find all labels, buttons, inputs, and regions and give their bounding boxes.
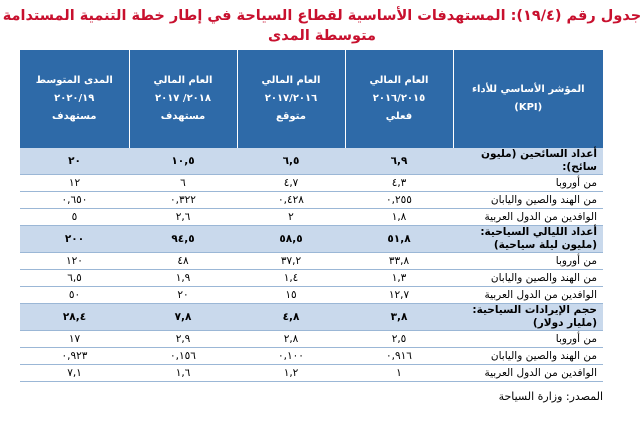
- table-row: [20, 287, 603, 304]
- cell-value: ٢,٦: [129, 209, 237, 226]
- cell-value: ٣٧,٢: [237, 253, 345, 270]
- cell-value: ٠,١٥٦: [129, 348, 237, 365]
- cell-value: ٠,٦٥٠: [20, 192, 129, 209]
- cell-value: ١: [345, 365, 453, 382]
- cell-value: ٢٠٠: [20, 226, 129, 253]
- cell-value: ٠,١٠٠: [237, 348, 345, 365]
- cell-value: ٦,٥: [20, 270, 129, 287]
- cell-value: ٢,٨: [237, 331, 345, 348]
- cell-value: ١,٦: [129, 365, 237, 382]
- cell-value: ١,٨: [345, 209, 453, 226]
- table-row: [20, 209, 603, 226]
- header-col-1-line-1: العام المالي: [369, 75, 429, 86]
- header-col-2-line-3: متوقع: [276, 111, 306, 122]
- cell-value: ٥٠: [20, 287, 129, 304]
- header-col-2016-2017: [237, 50, 345, 148]
- cell-value: ٢٠: [129, 287, 237, 304]
- cell-value: ٥١,٨: [345, 226, 453, 253]
- table-row-revenue-total: [20, 304, 603, 331]
- cell-value: ٠,٢٥٥: [345, 192, 453, 209]
- header-indicator-line-1: المؤشر الأساسي للأداء: [471, 84, 585, 95]
- row-label: من الهند والصين واليابان: [453, 192, 603, 209]
- cell-value: ١٢: [20, 175, 129, 192]
- header-col-4-line-3: مستهدف: [52, 111, 97, 122]
- table-row-tourists-total: [20, 148, 603, 175]
- cell-value: ١٢,٧: [345, 287, 453, 304]
- row-label: من الهند والصين واليابان: [453, 348, 603, 365]
- table-row: [20, 348, 603, 365]
- header-col-1-line-2: ٢٠١٦/٢٠١٥: [372, 93, 426, 104]
- header-col-2015-2016: [345, 50, 453, 148]
- header-col-4-line-1: المدى المتوسط: [35, 75, 113, 86]
- cell-value: ١,٣: [345, 270, 453, 287]
- cell-value: ٦: [129, 175, 237, 192]
- cell-value: ١٢٠: [20, 253, 129, 270]
- cell-value: ٤,٣: [345, 175, 453, 192]
- cell-value: ٥٨,٥: [237, 226, 345, 253]
- header-indicator-line-2: (KPI): [514, 102, 543, 113]
- row-label: من الهند والصين واليابان: [453, 270, 603, 287]
- header-col-4-line-2: ٢٠٢٠/١٩: [54, 93, 95, 104]
- cell-value: ٤,٧: [237, 175, 345, 192]
- table-row-nights-total: [20, 226, 603, 253]
- table-row: [20, 175, 603, 192]
- header-col-3-line-1: العام المالي: [153, 75, 213, 86]
- header-col-medium-term: [20, 50, 129, 148]
- cell-value: ٧,١: [20, 365, 129, 382]
- kpi-table-container: [20, 50, 603, 382]
- row-label: أعداد السائحين (مليون سائح):: [453, 148, 603, 175]
- cell-value: ٠,٩٢٣: [20, 348, 129, 365]
- row-label: من أوروبا: [453, 253, 603, 270]
- cell-value: ٢٠: [20, 148, 129, 175]
- header-col-3-line-3: مستهدف: [160, 111, 206, 122]
- row-label: حجم الإيرادات السياحية: (مليار دولار): [453, 304, 603, 331]
- header-col-3-line-2: ٢٠١٨/ ٢٠١٧: [155, 93, 211, 104]
- title-line-1: جدول رقم (١٩/٤): المستهدفات الأساسية لقطاع السياحة في إطار خطة التنمية المستدامة: [2, 8, 642, 24]
- cell-value: ١٠,٥: [129, 148, 237, 175]
- table-row: [20, 365, 603, 382]
- row-label: الوافدين من الدول العربية: [453, 209, 603, 226]
- row-label: من أوروبا: [453, 331, 603, 348]
- cell-value: ٠,٣٢٢: [129, 192, 237, 209]
- row-label: الوافدين من الدول العربية: [453, 287, 603, 304]
- cell-value: ٢,٩: [129, 331, 237, 348]
- cell-value: ٩٤,٥: [129, 226, 237, 253]
- cell-value: ٦,٩: [345, 148, 453, 175]
- table-row: [20, 270, 603, 287]
- header-col-1-line-3: فعلي: [385, 111, 413, 122]
- cell-value: ٦,٥: [237, 148, 345, 175]
- cell-value: ٤٨: [129, 253, 237, 270]
- cell-value: ٢: [237, 209, 345, 226]
- cell-value: ١٧: [20, 331, 129, 348]
- cell-value: ٠,٤٢٨: [237, 192, 345, 209]
- table-row: [20, 253, 603, 270]
- header-col-2017-2018: [129, 50, 237, 148]
- cell-value: ٣,٨: [345, 304, 453, 331]
- table-row: [20, 192, 603, 209]
- cell-value: ١,٤: [237, 270, 345, 287]
- cell-value: ٢٨,٤: [20, 304, 129, 331]
- header-indicator: [453, 50, 603, 148]
- row-label: الوافدين من الدول العربية: [453, 365, 603, 382]
- cell-value: ١٥: [237, 287, 345, 304]
- cell-value: ٥: [20, 209, 129, 226]
- cell-value: ٢,٥: [345, 331, 453, 348]
- kpi-table: [20, 50, 603, 382]
- cell-value: ٠,٩١٦: [345, 348, 453, 365]
- table-row: [20, 331, 603, 348]
- cell-value: ٧,٨: [129, 304, 237, 331]
- cell-value: ٣٣,٨: [345, 253, 453, 270]
- title-line-2: متوسطة المدى: [267, 28, 376, 44]
- header-col-2-line-1: العام المالي: [261, 75, 321, 86]
- row-label: من أوروبا: [453, 175, 603, 192]
- cell-value: ١,٢: [237, 365, 345, 382]
- cell-value: ١,٩: [129, 270, 237, 287]
- header-row: [20, 50, 603, 148]
- cell-value: ٤,٨: [237, 304, 345, 331]
- header-col-2-line-2: ٢٠١٧/٢٠١٦: [264, 93, 318, 104]
- row-label: أعداد الليالي السياحية: (مليون ليلة سياحية): [453, 226, 603, 253]
- source-note: المصدر: وزارة السياحة: [498, 390, 603, 403]
- table-title: [0, 6, 644, 46]
